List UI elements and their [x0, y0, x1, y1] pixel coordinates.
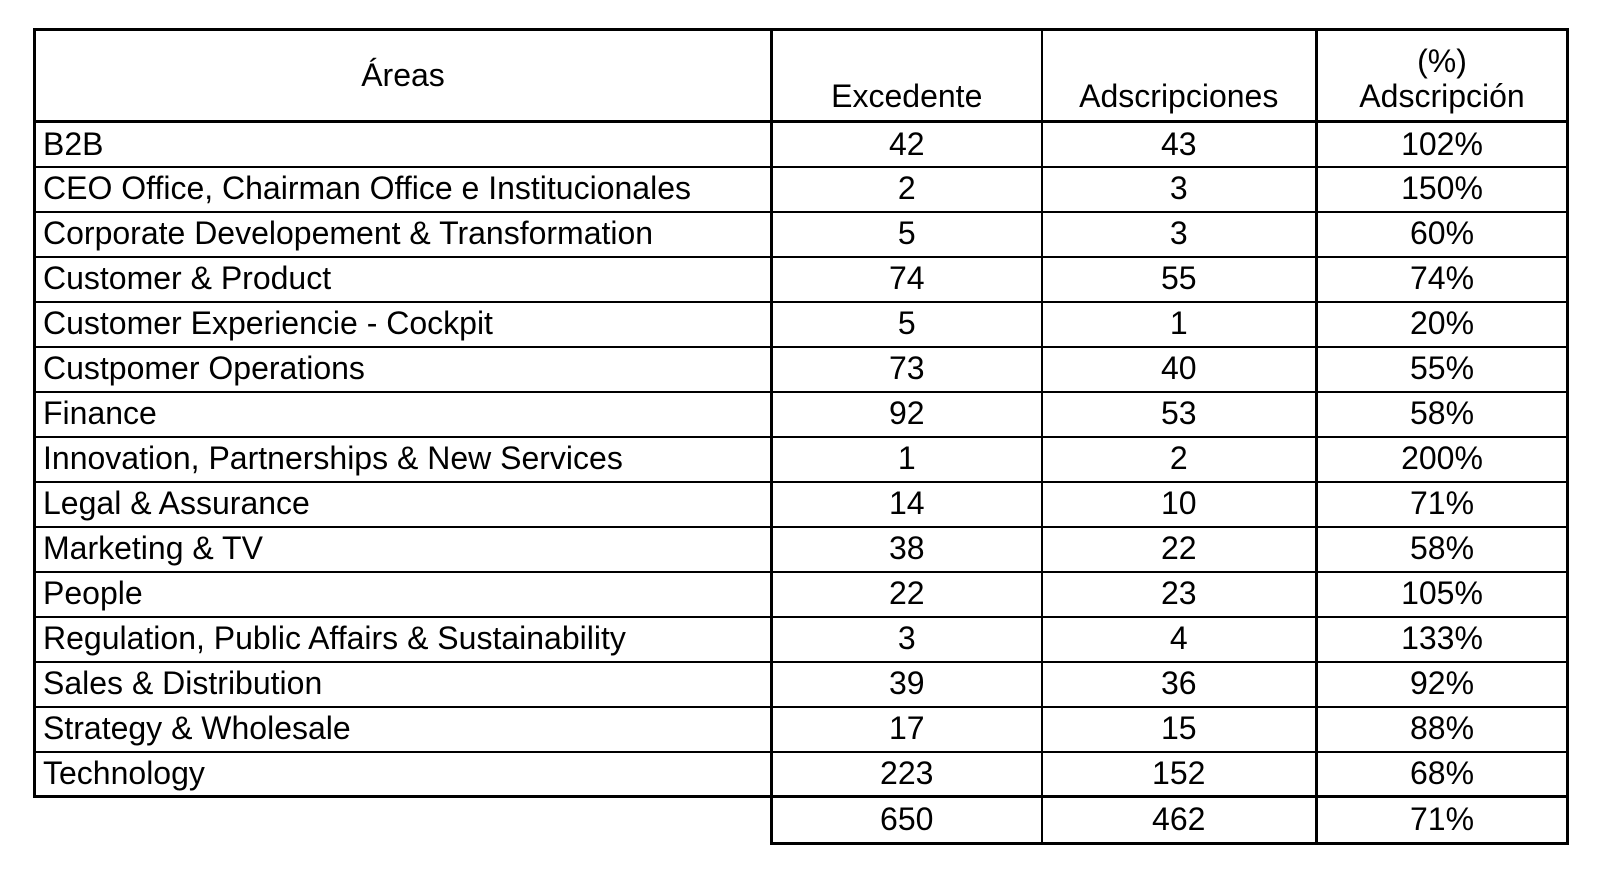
adscripciones-cell: 10: [1042, 482, 1317, 527]
area-cell: Corporate Developement & Transformation: [35, 212, 772, 257]
pct-cell: 71%: [1317, 482, 1568, 527]
table-row: [35, 752, 1568, 797]
adscripciones-cell: 152: [1042, 752, 1317, 797]
excedente-cell: 38: [772, 527, 1042, 572]
adscripciones-cell: 2: [1042, 437, 1317, 482]
table-row: [35, 122, 1568, 167]
area-cell: Strategy & Wholesale: [35, 707, 772, 752]
area-cell: CEO Office, Chairman Office e Institucionales: [35, 167, 772, 212]
excedente-cell: 92: [772, 392, 1042, 437]
adscripciones-cell: 55: [1042, 257, 1317, 302]
area-cell: Customer & Product: [35, 257, 772, 302]
pct-cell: 55%: [1317, 347, 1568, 392]
total-adscripciones: 462: [1042, 797, 1317, 844]
table-row: [35, 212, 1568, 257]
adscripciones-cell: 22: [1042, 527, 1317, 572]
area-cell: Innovation, Partnerships & New Services: [35, 437, 772, 482]
header-row: [35, 30, 1568, 122]
adscripciones-cell: 4: [1042, 617, 1317, 662]
adscripciones-cell: 3: [1042, 212, 1317, 257]
pct-cell: 133%: [1317, 617, 1568, 662]
total-pct: 71%: [1317, 797, 1568, 844]
excedente-cell: 2: [772, 167, 1042, 212]
excedente-cell: 14: [772, 482, 1042, 527]
area-cell: B2B: [35, 122, 772, 167]
table-row: [35, 257, 1568, 302]
table-row: [35, 392, 1568, 437]
totals-row: [35, 797, 1568, 844]
adscripciones-cell: 15: [1042, 707, 1317, 752]
adscripciones-cell: 43: [1042, 122, 1317, 167]
table-row: [35, 482, 1568, 527]
area-cell: Sales & Distribution: [35, 662, 772, 707]
pct-cell: 200%: [1317, 437, 1568, 482]
area-cell: People: [35, 572, 772, 617]
area-cell: Legal & Assurance: [35, 482, 772, 527]
table-row: [35, 707, 1568, 752]
table-row: [35, 617, 1568, 662]
pct-cell: 105%: [1317, 572, 1568, 617]
excedente-cell: 3: [772, 617, 1042, 662]
pct-cell: 68%: [1317, 752, 1568, 797]
pct-cell: 150%: [1317, 167, 1568, 212]
excedente-cell: 39: [772, 662, 1042, 707]
header-pct-line1: (%): [1417, 42, 1467, 79]
table-row: [35, 437, 1568, 482]
table-row: [35, 572, 1568, 617]
pct-cell: 88%: [1317, 707, 1568, 752]
header-adscripciones: Adscripciones: [1042, 30, 1317, 122]
pct-cell: 102%: [1317, 122, 1568, 167]
excedente-cell: 17: [772, 707, 1042, 752]
area-cell: Marketing & TV: [35, 527, 772, 572]
header-excedente: Excedente: [772, 30, 1042, 122]
pct-cell: 58%: [1317, 392, 1568, 437]
pct-cell: 74%: [1317, 257, 1568, 302]
adscripciones-cell: 1: [1042, 302, 1317, 347]
pct-cell: 60%: [1317, 212, 1568, 257]
pct-cell: 58%: [1317, 527, 1568, 572]
area-cell: Custpomer Operations: [35, 347, 772, 392]
excedente-cell: 1: [772, 437, 1042, 482]
table-row: [35, 167, 1568, 212]
table-row: [35, 347, 1568, 392]
areas-summary-table: [33, 28, 1569, 845]
adscripciones-cell: 40: [1042, 347, 1317, 392]
excedente-cell: 42: [772, 122, 1042, 167]
area-cell: Regulation, Public Affairs & Sustainability: [35, 617, 772, 662]
excedente-cell: 5: [772, 302, 1042, 347]
adscripciones-cell: 23: [1042, 572, 1317, 617]
adscripciones-cell: 36: [1042, 662, 1317, 707]
table-body: [35, 122, 1568, 797]
area-cell: Technology: [35, 752, 772, 797]
header-areas: Áreas: [35, 30, 772, 122]
table-row: [35, 302, 1568, 347]
header-pct-line2: Adscripción: [1359, 77, 1525, 114]
excedente-cell: 22: [772, 572, 1042, 617]
totals-spacer: [35, 797, 772, 844]
table-row: [35, 527, 1568, 572]
excedente-cell: 223: [772, 752, 1042, 797]
pct-cell: 92%: [1317, 662, 1568, 707]
table-header: [35, 30, 1568, 122]
table-footer: [35, 797, 1568, 844]
pct-cell: 20%: [1317, 302, 1568, 347]
adscripciones-cell: 53: [1042, 392, 1317, 437]
area-cell: Customer Experiencie - Cockpit: [35, 302, 772, 347]
adscripciones-cell: 3: [1042, 167, 1317, 212]
table-row: [35, 662, 1568, 707]
excedente-cell: 73: [772, 347, 1042, 392]
excedente-cell: 74: [772, 257, 1042, 302]
area-cell: Finance: [35, 392, 772, 437]
total-excedente: 650: [772, 797, 1042, 844]
header-pct-adscripcion: [1317, 30, 1568, 122]
excedente-cell: 5: [772, 212, 1042, 257]
